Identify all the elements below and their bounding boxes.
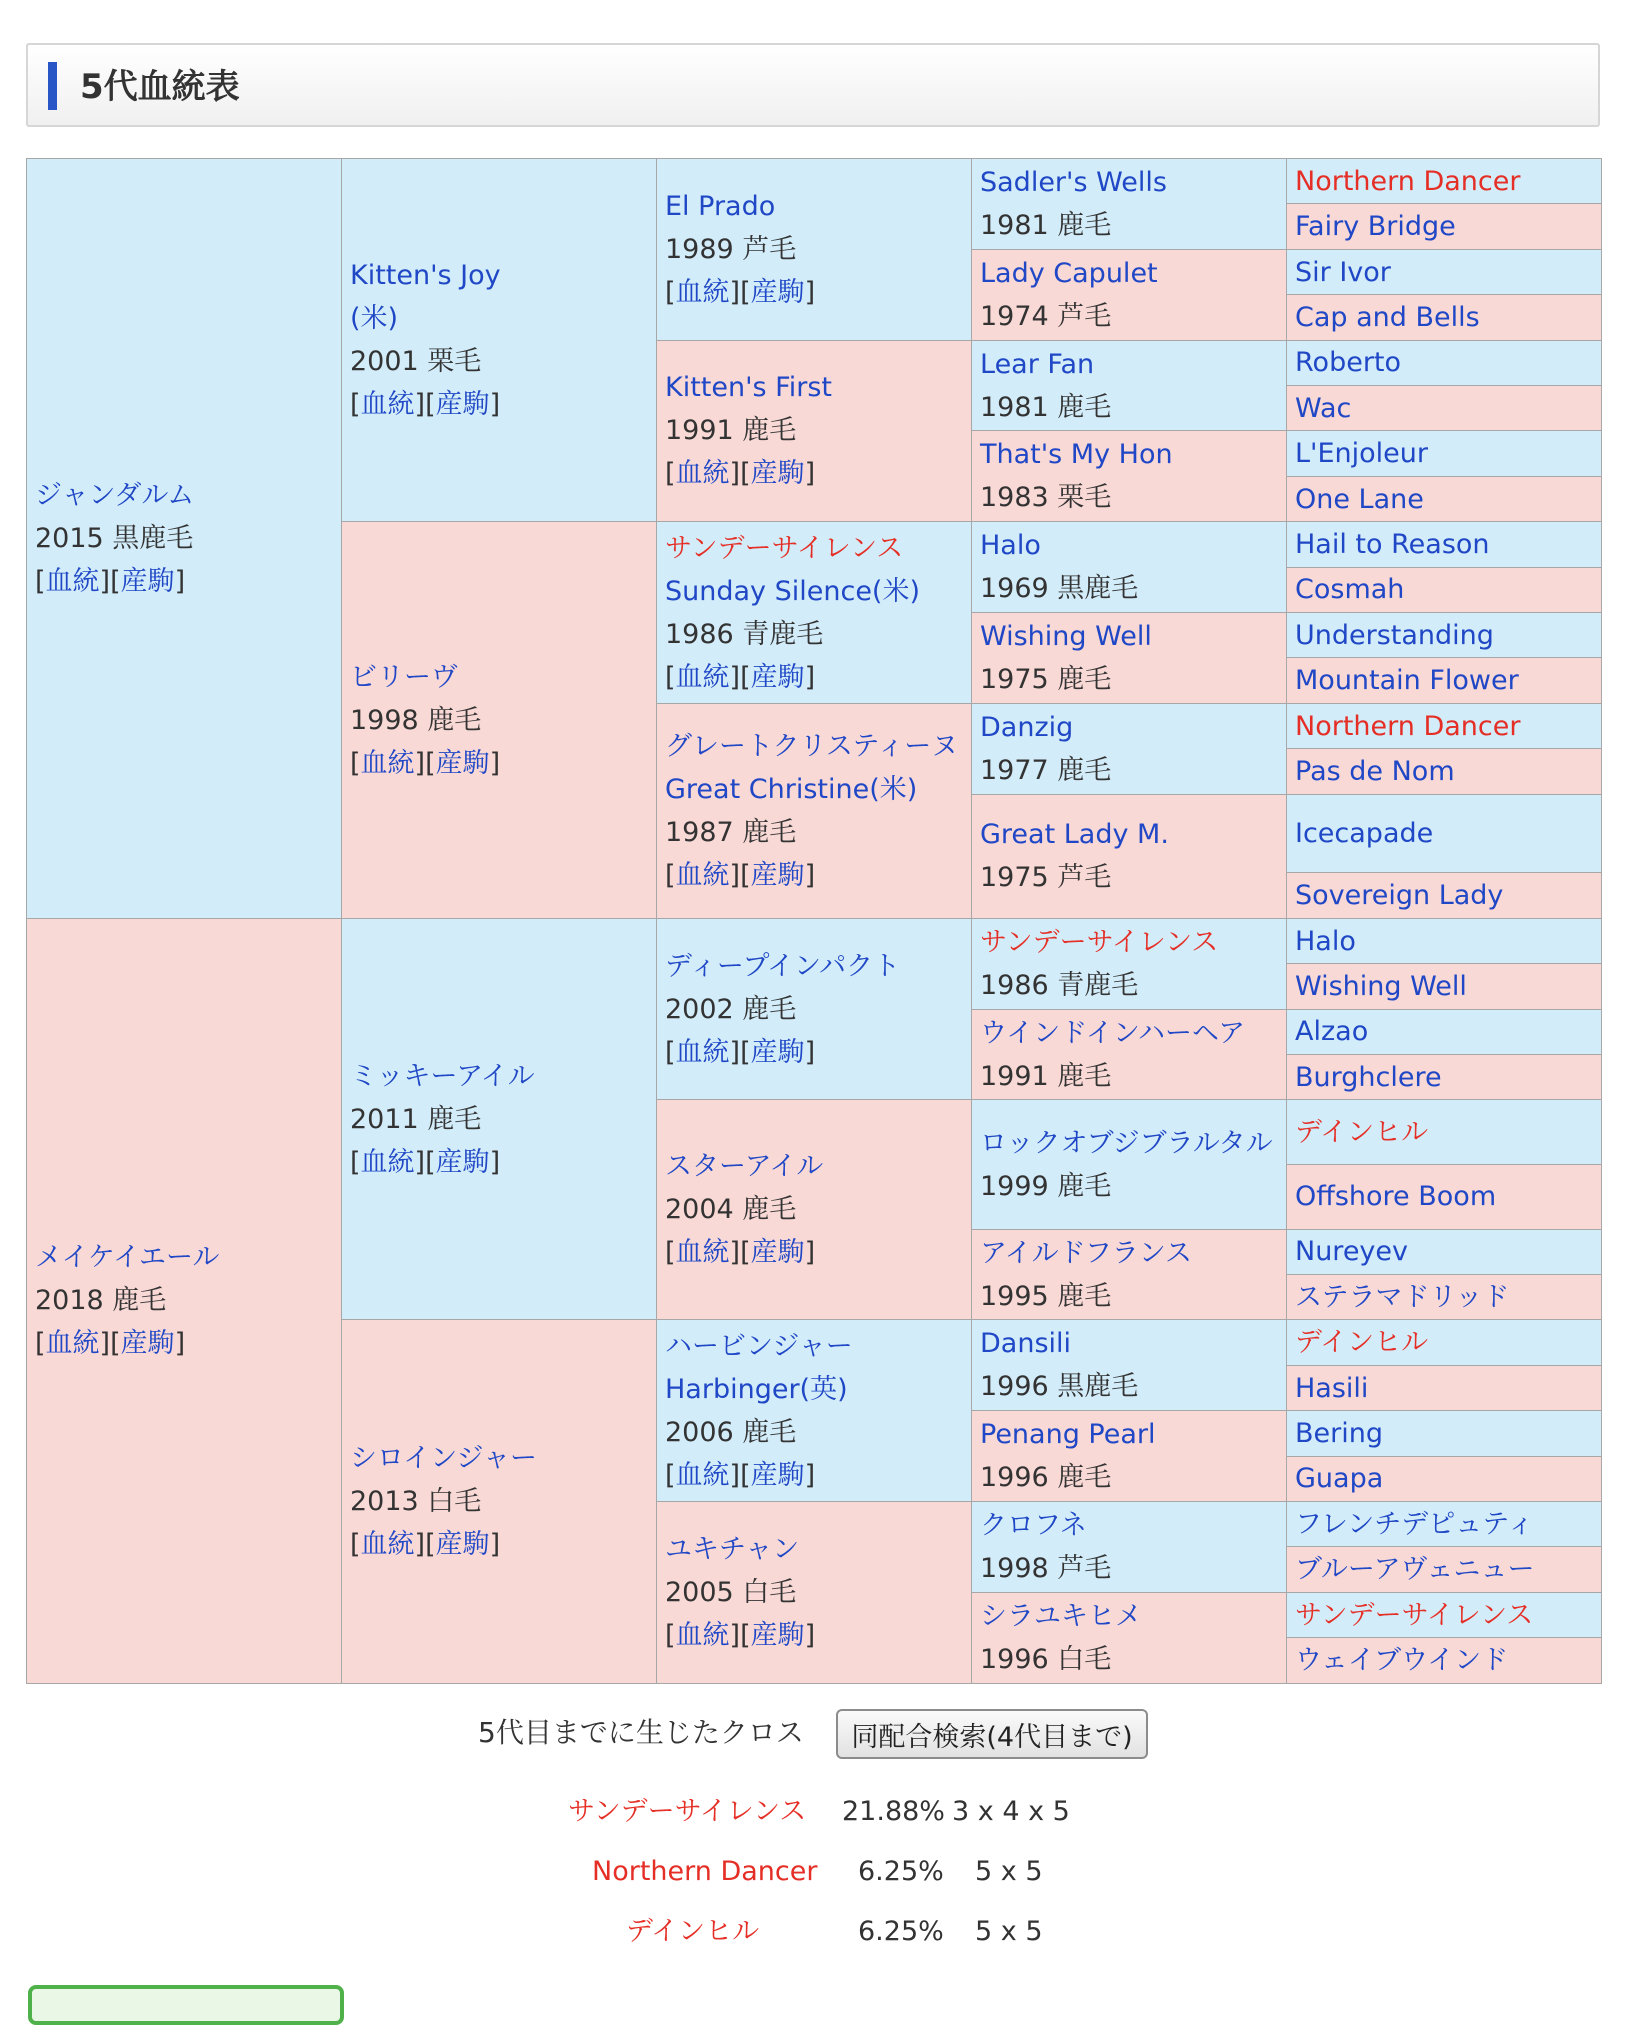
horse-name[interactable]: ビリーヴ <box>350 661 458 693</box>
progeny-link[interactable]: 産駒 <box>750 458 805 490</box>
horse-name[interactable]: Great Lady M. <box>980 819 1169 851</box>
progeny-link[interactable]: 産駒 <box>435 1146 490 1178</box>
horse-name[interactable]: ロックオブジブラルタル <box>980 1127 1273 1159</box>
gen5-cell[interactable]: Sovereign Lady <box>1287 873 1602 918</box>
progeny-link[interactable]: 産駒 <box>750 1459 805 1491</box>
horse-name[interactable]: グレートクリスティーヌ <box>665 730 959 762</box>
gen5-cell[interactable]: Wishing Well <box>1287 964 1602 1009</box>
pedigree-link[interactable]: 血統 <box>360 1146 415 1178</box>
gen5-cell[interactable]: Offshore Boom <box>1287 1165 1602 1230</box>
progeny-link[interactable]: 産駒 <box>750 1036 805 1068</box>
gen4-cell: Penang Pearl 1996 鹿毛 <box>972 1411 1287 1502</box>
gen1-dam: メイケイエール 2018 鹿毛 [血統][産駒] <box>27 918 342 1683</box>
horse-name[interactable]: スターアイル <box>665 1151 824 1183</box>
gen5-cell[interactable]: サンデーサイレンス <box>1287 1592 1602 1637</box>
gen5-cell[interactable]: デインヒル <box>1287 1100 1602 1165</box>
gen5-cell[interactable]: Northern Dancer <box>1287 159 1602 204</box>
gen5-cell[interactable]: L'Enjoleur <box>1287 431 1602 476</box>
pedigree-link[interactable]: 血統 <box>675 661 730 693</box>
gen5-cell[interactable]: Burghclere <box>1287 1055 1602 1100</box>
gen5-cell[interactable]: Guapa <box>1287 1456 1602 1501</box>
progeny-link[interactable]: 産駒 <box>750 1237 805 1269</box>
horse-name[interactable]: Sadler's Wells <box>980 166 1167 198</box>
pedigree-link[interactable]: 血統 <box>45 1328 100 1360</box>
horse-name[interactable]: ウインドインハーヘア <box>980 1017 1246 1049</box>
horse-name[interactable]: ハービンジャー <box>665 1330 853 1362</box>
horse-name[interactable]: El Prado <box>665 190 776 222</box>
horse-name[interactable]: ユキチャン <box>665 1534 800 1566</box>
gen4-cell: That's My Hon 1983 栗毛 <box>972 431 1287 522</box>
progeny-link[interactable]: 産駒 <box>750 1620 805 1652</box>
horse-name[interactable]: Kitten's First <box>665 372 832 404</box>
section-heading <box>26 43 1600 127</box>
pedigree-link[interactable]: 血統 <box>675 1620 730 1652</box>
gen5-cell[interactable]: Hail to Reason <box>1287 522 1602 567</box>
cross-section-title: 5代目までに生じたクロス <box>478 1716 804 1749</box>
horse-name[interactable]: ジャンダルム <box>35 479 195 511</box>
horse-name[interactable]: Wishing Well <box>980 620 1152 652</box>
progeny-link[interactable]: 産駒 <box>120 1328 175 1360</box>
gen5-cell[interactable]: Wac <box>1287 386 1602 431</box>
gen3-cell: El Prado 1989 芦毛 [血統][産駒] <box>657 159 972 341</box>
progeny-link[interactable]: 産駒 <box>435 1529 490 1561</box>
gen5-cell[interactable]: Halo <box>1287 918 1602 963</box>
gen4-cell: Wishing Well 1975 鹿毛 <box>972 613 1287 704</box>
cross-percent: 6.25% <box>858 1856 944 1887</box>
gen5-cell[interactable]: Roberto <box>1287 340 1602 385</box>
gen4-cell: シラユキヒメ 1996 白毛 <box>972 1592 1287 1683</box>
gen3-cell: グレートクリスティーヌ Great Christine(米) 1987 鹿毛 [血統][産駒] <box>657 703 972 918</box>
pedigree-link[interactable]: 血統 <box>675 1036 730 1068</box>
gen4-cell: ロックオブジブラルタル 1999 鹿毛 <box>972 1100 1287 1229</box>
horse-name[interactable]: Danzig <box>980 711 1074 743</box>
progeny-link[interactable]: 産駒 <box>435 389 490 421</box>
gen2-sire-sire: Kitten's Joy (米) 2001 栗毛 [血統][産駒] <box>342 159 657 522</box>
pedigree-link[interactable]: 血統 <box>675 1237 730 1269</box>
gen4-cell: Sadler's Wells 1981 鹿毛 <box>972 159 1287 250</box>
gen4-cell: クロフネ 1998 芦毛 <box>972 1502 1287 1593</box>
pedigree-link[interactable]: 血統 <box>675 1459 730 1491</box>
horse-name[interactable]: Halo <box>980 530 1041 562</box>
horse-name[interactable]: シロインジャー <box>350 1443 537 1475</box>
gen1-sire: ジャンダルム 2015 黒鹿毛 [血統][産駒] <box>27 159 342 919</box>
gen5-cell[interactable]: ステラマドリッド <box>1287 1275 1602 1320</box>
horse-name[interactable]: シラユキヒメ <box>980 1600 1142 1632</box>
horse-name[interactable]: メイケイエール <box>35 1242 220 1274</box>
green-action-button[interactable] <box>28 1985 344 2025</box>
cross-pattern: 3 x 4 x 5 <box>952 1796 1070 1827</box>
gen5-cell[interactable]: Bering <box>1287 1411 1602 1456</box>
gen4-cell: Danzig 1977 鹿毛 <box>972 703 1287 794</box>
progeny-link[interactable]: 産駒 <box>435 747 490 779</box>
horse-name[interactable]: Penang Pearl <box>980 1419 1156 1451</box>
progeny-link[interactable]: 産駒 <box>750 276 805 308</box>
gen5-cell[interactable]: Northern Dancer <box>1287 703 1602 748</box>
gen5-cell[interactable]: Mountain Flower <box>1287 658 1602 703</box>
gen4-cell: Dansili 1996 黒鹿毛 <box>972 1320 1287 1411</box>
gen3-cell: サンデーサイレンス Sunday Silence(米) 1986 青鹿毛 [血統][産駒] <box>657 522 972 704</box>
gen5-cell[interactable]: Sir Ivor <box>1287 249 1602 294</box>
gen4-cell: アイルドフランス 1995 鹿毛 <box>972 1229 1287 1320</box>
pedigree-link[interactable]: 血統 <box>45 565 100 597</box>
gen3-cell: ハービンジャー Harbinger(英) 2006 鹿毛 [血統][産駒] <box>657 1320 972 1502</box>
cross-percent: 21.88% <box>842 1796 945 1827</box>
gen4-cell: Lady Capulet 1974 芦毛 <box>972 249 1287 340</box>
pedigree-link[interactable]: 血統 <box>360 747 415 779</box>
progeny-link[interactable]: 産駒 <box>750 859 805 891</box>
gen2-sire-dam: ビリーヴ 1998 鹿毛 [血統][産駒] <box>342 522 657 919</box>
gen5-cell[interactable]: Fairy Bridge <box>1287 204 1602 249</box>
progeny-link[interactable]: 産駒 <box>750 661 805 693</box>
pedigree-link[interactable]: 血統 <box>675 859 730 891</box>
pedigree-table <box>26 158 1602 1684</box>
gen5-cell[interactable]: Understanding <box>1287 613 1602 658</box>
horse-name[interactable]: Lady Capulet <box>980 257 1158 289</box>
gen5-cell[interactable]: Nureyev <box>1287 1229 1602 1274</box>
progeny-link[interactable]: 産駒 <box>120 565 175 597</box>
gen2-dam-dam: シロインジャー 2013 白毛 [血統][産駒] <box>342 1320 657 1684</box>
cross-name[interactable]: サンデーサイレンス <box>568 1796 807 1827</box>
horse-name[interactable]: Kitten's Joy <box>350 260 501 292</box>
gen5-cell[interactable]: One Lane <box>1287 476 1602 521</box>
heading-accent-bar <box>48 62 57 110</box>
horse-name[interactable]: That's My Hon <box>980 439 1173 471</box>
cross-percent: 6.25% <box>858 1916 944 1947</box>
cross-pattern: 5 x 5 <box>975 1916 1043 1947</box>
cross-pattern: 5 x 5 <box>975 1856 1043 1887</box>
horse-name[interactable]: サンデーサイレンス <box>665 532 904 564</box>
gen5-cell[interactable]: Pas de Nom <box>1287 749 1602 794</box>
horse-name[interactable]: サンデーサイレンス <box>980 926 1219 958</box>
gen3-cell: ディープインパクト 2002 鹿毛 [血統][産駒] <box>657 918 972 1100</box>
horse-name[interactable]: ディープインパクト <box>665 950 901 982</box>
horse-name[interactable]: Dansili <box>980 1328 1072 1360</box>
pedigree-link[interactable]: 血統 <box>360 389 415 421</box>
horse-name[interactable]: Lear Fan <box>980 348 1095 380</box>
gen5-cell[interactable]: Cosmah <box>1287 567 1602 612</box>
gen5-cell[interactable]: Alzao <box>1287 1009 1602 1054</box>
gen5-cell[interactable]: フレンチデピュティ <box>1287 1502 1602 1547</box>
same-mating-search-button[interactable]: 同配合検索(4代目まで) <box>836 1709 1148 1759</box>
gen5-cell[interactable]: ウェイブウインド <box>1287 1638 1602 1684</box>
gen5-cell[interactable]: Hasili <box>1287 1365 1602 1410</box>
pedigree-link[interactable]: 血統 <box>360 1529 415 1561</box>
cross-name[interactable]: Northern Dancer <box>592 1856 818 1887</box>
gen3-cell: Kitten's First 1991 鹿毛 [血統][産駒] <box>657 340 972 522</box>
pedigree-link[interactable]: 血統 <box>675 276 730 308</box>
gen4-cell: Lear Fan 1981 鹿毛 <box>972 340 1287 431</box>
cross-name[interactable]: デインヒル <box>626 1916 760 1947</box>
horse-name[interactable]: アイルドフランス <box>980 1237 1192 1269</box>
gen4-cell: Great Lady M. 1975 芦毛 <box>972 794 1287 918</box>
horse-name[interactable]: ミッキーアイル <box>350 1060 535 1092</box>
gen5-cell[interactable]: Icecapade <box>1287 794 1602 873</box>
pedigree-link[interactable]: 血統 <box>675 458 730 490</box>
horse-name[interactable]: クロフネ <box>980 1509 1087 1541</box>
page-title: 5代血統表 <box>80 67 240 107</box>
gen4-cell: サンデーサイレンス 1986 青鹿毛 <box>972 918 1287 1009</box>
gen5-cell[interactable]: Cap and Bells <box>1287 295 1602 340</box>
gen3-cell: ユキチャン 2005 白毛 [血統][産駒] <box>657 1502 972 1684</box>
gen5-cell[interactable]: ブルーアヴェニュー <box>1287 1547 1602 1592</box>
gen2-dam-sire: ミッキーアイル 2011 鹿毛 [血統][産駒] <box>342 918 657 1320</box>
gen4-cell: Halo 1969 黒鹿毛 <box>972 522 1287 613</box>
gen4-cell: ウインドインハーヘア 1991 鹿毛 <box>972 1009 1287 1100</box>
gen3-cell: スターアイル 2004 鹿毛 [血統][産駒] <box>657 1100 972 1320</box>
gen5-cell[interactable]: デインヒル <box>1287 1320 1602 1365</box>
